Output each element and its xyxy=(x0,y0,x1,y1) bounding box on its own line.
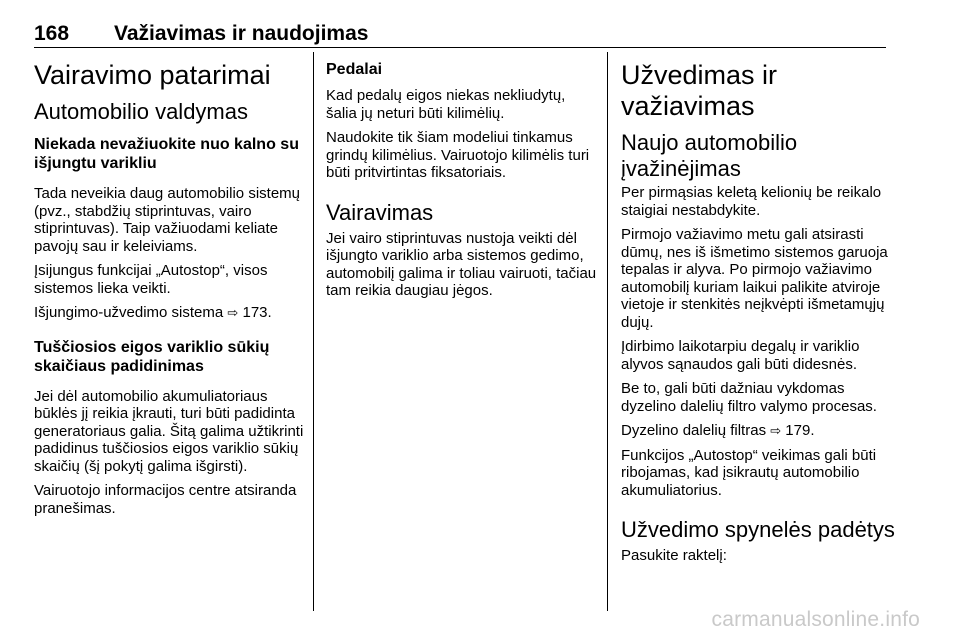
column-divider-1 xyxy=(313,52,314,611)
page-ref-link[interactable]: 173. xyxy=(238,304,272,321)
cross-reference xyxy=(34,304,306,322)
watermark: carmanualsonline.info xyxy=(711,608,920,631)
paragraph: Pasukite raktelį: xyxy=(621,547,727,564)
subsection-title: Automobilio valdymas xyxy=(34,99,248,124)
heading-steering: Vairavimas xyxy=(326,199,434,225)
cross-reference xyxy=(621,422,893,440)
heading-engine-off: Niekada nevažiuokite nuo kalno su išjungtu varikliu xyxy=(34,136,299,172)
reference-text: Išjungimo-užvedimo sistema xyxy=(34,304,228,321)
paragraph: Kad pedalų eigos niekas nekliudytų, šalia jų neturi būti kilimėlių. xyxy=(326,87,566,122)
column-divider-2 xyxy=(607,52,608,611)
subsection-title-ignition: Užvedimo spynelės padėtys xyxy=(621,517,895,542)
column-3 xyxy=(621,60,893,565)
paragraph: Be to, gali būti dažniau vykdomas dyzelino dalelių filtro valymo procesas. xyxy=(621,380,877,415)
paragraph: Funkcijos „Autostop“ veikimas gali būti ribojamas, kad įsikrautų automobilio akumuliatorius. xyxy=(621,446,877,499)
paragraph: Pirmojo važiavimo metu gali atsirasti dūmų, nes iš išmetimo sistemos garuoja tepalas ir alyva. Po pirmojo važiavimo automobilį kuriam laikui palikite atviroje vietoje ir stenkitės neįkvėpti išmetamųjų dujų. xyxy=(621,226,888,331)
paragraph: Įsijungus funkcijai „Autostop“, visos sistemos lieka veikti. xyxy=(34,262,268,297)
page-ref-arrow-icon: ⇨ xyxy=(227,305,239,320)
paragraph: Jei dėl automobilio akumuliatoriaus būklės jį reikia įkrauti, turi būti padidinta generatoriaus galia. Šitą galima užtikrinti padidinus tuščiosios eigos variklio sūkių skaičių (šį pokytį galima išgirsti). xyxy=(34,387,304,475)
section-title: Važiavimas ir naudojimas xyxy=(114,22,369,45)
page-ref-arrow-icon: ⇨ xyxy=(770,423,782,438)
paragraph: Vairuotojo informacijos centre atsiranda pranešimas. xyxy=(34,482,297,517)
paragraph: Įdirbimo laikotarpiu degalų ir variklio alyvos sąnaudos gali būti didesnės. xyxy=(621,338,860,373)
header-rule xyxy=(34,47,886,48)
page-number: 168 xyxy=(34,22,70,45)
paragraph: Naudokite tik šiam modeliui tinkamus grindų kilimėlius. Vairuotojo kilimėlis turi būti pritvirtintas fiksatoriais. xyxy=(326,129,590,181)
heading-pedals: Pedalai xyxy=(326,61,383,78)
chapter-title: Užvedimas ir važiavimas xyxy=(621,60,778,121)
column-1 xyxy=(34,60,306,517)
paragraph: Jei vairo stiprintuvas nustoja veikti dėl išjungto variklio arba sistemos gedimo, automobilį galima ir toliau vairuoti, tačiau tam reikia daugiau jėgos. xyxy=(326,229,597,299)
heading-idle-speed: Tuščiosios eigos variklio sūkių skaičiaus padidinimas xyxy=(34,338,270,375)
reference-text: Dyzelino dalelių filtras xyxy=(621,422,771,439)
column-2 xyxy=(326,60,598,300)
subsection-title: Naujo automobilio įvažinėjimas xyxy=(621,130,798,181)
paragraph: Per pirmąsias keletą kelionių be reikalo staigiai nestabdykite. xyxy=(621,184,882,219)
page-ref-link[interactable]: 179. xyxy=(781,422,815,439)
page-header xyxy=(34,14,886,44)
chapter-title: Vairavimo patarimai xyxy=(34,60,271,90)
paragraph: Tada neveikia daug automobilio sistemų (pvz., stabdžių stiprintuvas, vairo stiprintuvas). Taip važiuodami keliate pavojų sau ir keleiviams. xyxy=(34,185,300,255)
